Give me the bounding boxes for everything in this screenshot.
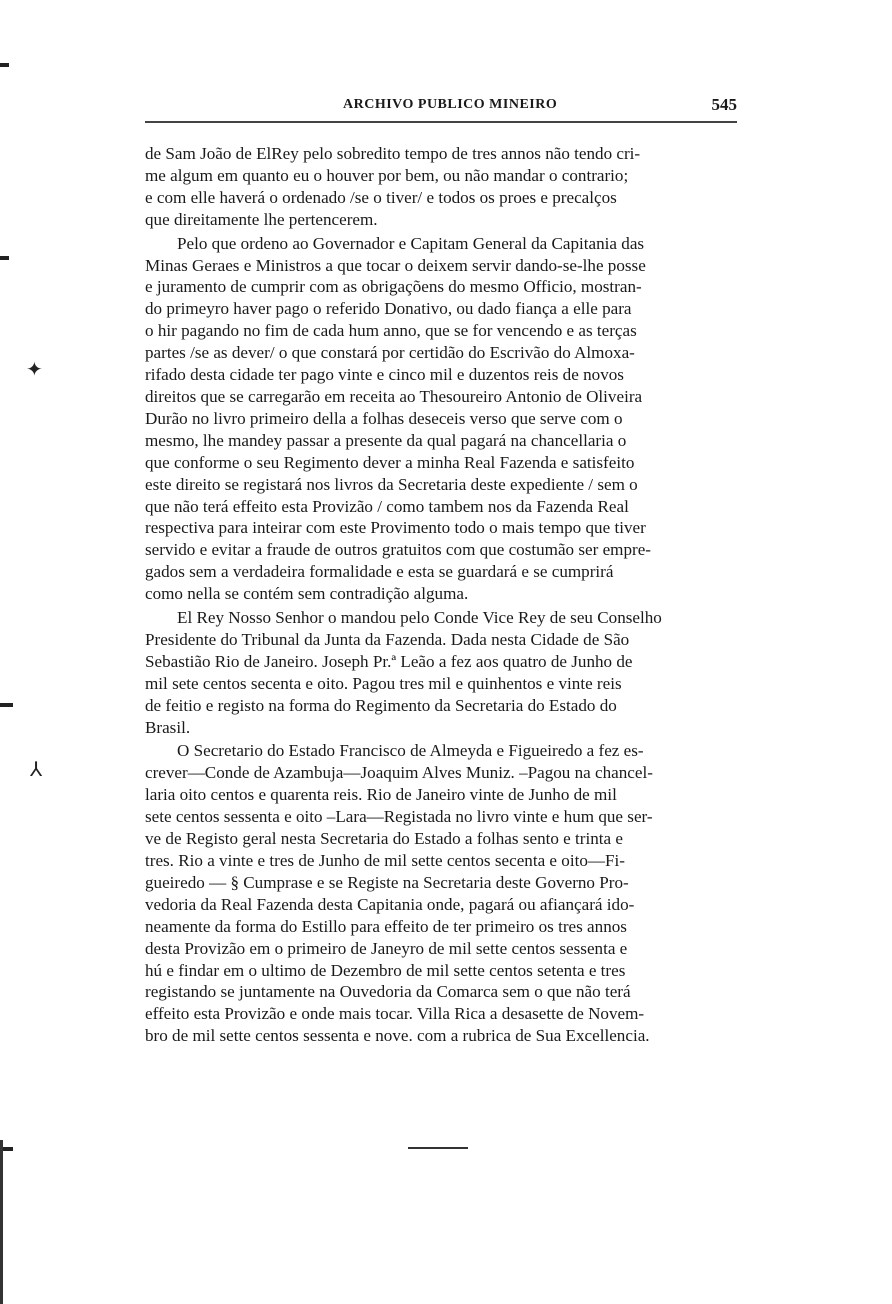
edge-mark-2: [0, 256, 9, 260]
page-number: 545: [711, 95, 737, 114]
paragraph-2: Pelo que ordeno ao Governador e Capitam General da Capitania das Minas Geraes e Ministros a que tocar o deixem servir dando-se-lhe posse e juramento de cumprir com as obrigaçõens do mesmo Officio, mostran- do primeyro haver pago o referido Donativo, ou dado fiança a elle para o hir pagando no fim de cada hum anno, que se for vencendo e as terças partes /se as dever/ o que constará por certidão do Escrivão do Almoxa- rifado desta cidade ter pago vinte e cinco mil e duzentos reis de novos direitos que se carregarão em receita ao Thesoureiro Antonio de Oliveira Durão no livro primeiro della a folhas deseceis verso que serve com o mesmo, lhe mandey passar a presente da qual pagará na chancellaria o que conforme o seu Regimento dever a minha Real Fazenda e satisfeito este direito se registará nos livros da Secretaria deste expediente / sem o que não terá effeito esta Provizão / como tambem nos da Fazenda Real respectiva para inteirar com este Provimento todo o mais tempo que tiver servido e evitar a fraude de outros gratuitos com que costumão ser empre- gados sem a verdadeira formalidade e esta se guardará e se cumprirá como nella se contém sem contradição alguma.: [145, 233, 651, 604]
paragraph-3: El Rey Nosso Senhor o mandou pelo Conde Vice Rey de seu Conselho Presidente do Tribunal da Junta da Fazenda. Dada nesta Cidade de São Sebastião Rio de Janeiro. Joseph Pr.ª Leão a fez aos quatro de Junho de mil sete centos secenta e oito. Pagou tres mil e quinhentos e vinte reis de feitio e registo na forma do Regimento da Secretaria do Estado do Brasil.: [145, 608, 662, 737]
header-rule: [145, 121, 737, 123]
margin-caret-mark: ⅄: [30, 759, 43, 781]
body-text: [145, 143, 737, 1047]
page-header: [145, 97, 737, 119]
paragraph-1: de Sam João de ElRey pelo sobredito tempo de tres annos não tendo cri- me algum em quanto eu o houver por bem, ou não mandar o contrario; e com elle haverá o ordenado /se o tiver/ e todos os proes e precalços que direitamente lhe pertencerem.: [145, 144, 641, 229]
end-rule: [408, 1147, 468, 1149]
left-edge-line: [0, 1140, 3, 1304]
running-title: ARCHIVO PUBLICO MINEIRO: [343, 97, 558, 112]
paragraph-4: O Secretario do Estado Francisco de Almeyda e Figueiredo a fez es- crever—Conde de Azambuja—Joaquim Alves Muniz. –Pagou na chancel- laria oito centos e quarenta reis. Rio de Janeiro vinte de Junho de mil sete centos sessenta e oito –Lara—Registada no livro vinte e hum que ser- ve de Registo geral nesta Secretaria do Estado a folhas sento e trinta e tres. Rio a vinte e tres de Junho de mil sette centos secenta e oito—Fi- gueiredo — § Cumprase e se Registe na Secretaria deste Governo Pro- vedoria da Real Fazenda desta Capitania onde, pagará ou afiançará ido- neamente da forma do Estillo para effeito de ter primeiro os tres annos desta Provizão em o primeiro de Janeyro de mil sette centos sessenta e hú e findar em o ultimo de Dezembro de mil sette centos setenta e tres registando se juntamente na Ouvedoria da Comarca sem o que não terá effeito esta Provizão e onde mais tocar. Villa Rica a desasette de Novem- bro de mil sette centos sessenta e nove. com a rubrica de Sua Excellencia.: [145, 741, 653, 1046]
edge-mark-3: [0, 703, 13, 707]
margin-arrow-mark: ✦: [26, 359, 43, 381]
edge-mark-1: [0, 63, 9, 67]
